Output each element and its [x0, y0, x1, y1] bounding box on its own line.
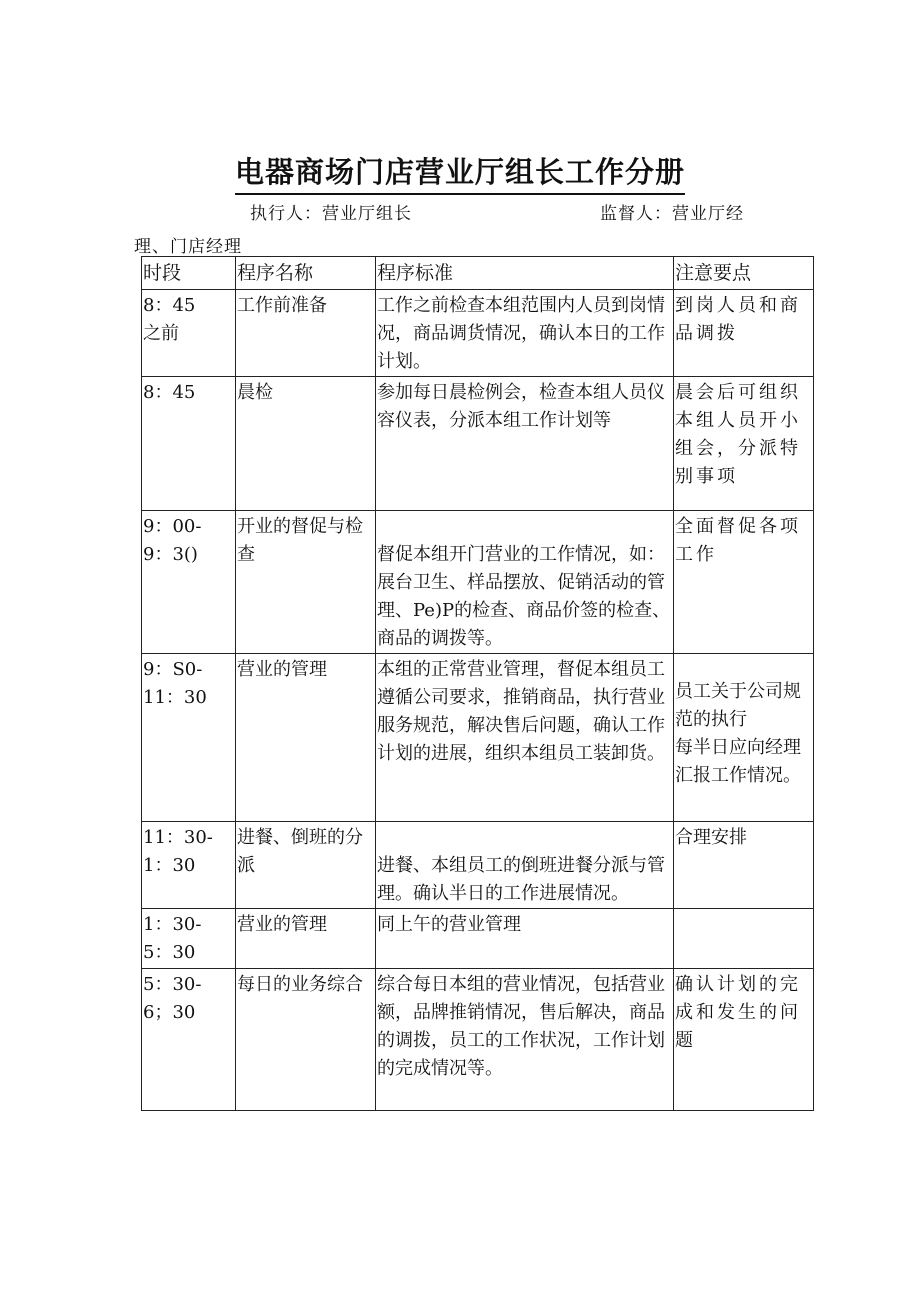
table-row: [142, 969, 814, 1111]
cell-procedure-standard: 参加每日晨检例会，检查本组人员仪容仪表，分派本组工作计划等: [376, 377, 674, 511]
cell-time: 1：30- 5：30: [142, 909, 236, 969]
table-row: [142, 909, 814, 969]
supervisor-line-continued: 理、门店经理: [134, 237, 242, 257]
header-procedure-name: 程序名称: [236, 257, 376, 290]
cell-time: 5：30- 6；30: [142, 969, 236, 1111]
cell-procedure-name: 晨检: [236, 377, 376, 511]
cell-procedure-name: 营业的管理: [236, 654, 376, 822]
table-row: [142, 290, 814, 377]
cell-time: 11：30- 1：30: [142, 822, 236, 909]
cell-notes: [674, 909, 814, 969]
cell-notes: 全面督促各项工作: [674, 511, 814, 654]
header-procedure-standard: 程序标准: [376, 257, 674, 290]
cell-time: 8：45: [142, 377, 236, 511]
cell-procedure-standard: 工作之前检查本组范围内人员到岗情况，商品调货情况，确认本日的工作计划。: [376, 290, 674, 377]
table-row: [142, 654, 814, 822]
cell-procedure-standard: 同上午的营业管理: [376, 909, 674, 969]
cell-time: 9：S0- 11：30: [142, 654, 236, 822]
table-row: [142, 377, 814, 511]
document-title: 电器商场门店营业厅组长工作分册: [0, 150, 920, 195]
cell-procedure-name: 工作前准备: [236, 290, 376, 377]
cell-procedure-standard: 综合每日本组的营业情况，包括营业额，品牌推销情况，售后解决，商品的调拨，员工的工作状况，工作计划的完成情况等。: [376, 969, 674, 1111]
cell-procedure-name: 进餐、倒班的分派: [236, 822, 376, 909]
cell-procedure-name: 每日的业务综合: [236, 969, 376, 1111]
cell-time: 9：00- 9：3(): [142, 511, 236, 654]
cell-procedure-name: 开业的督促与检查: [236, 511, 376, 654]
cell-notes: 确认计划的完成和发生的问题: [674, 969, 814, 1111]
table-row: [142, 822, 814, 909]
header-notes: 注意要点: [674, 257, 814, 290]
cell-procedure-standard: 进餐、本组员工的倒班进餐分派与管理。确认半日的工作进展情况。: [376, 822, 674, 909]
cell-notes: 到岗人员和商品调拨: [674, 290, 814, 377]
cell-procedure-standard: 督促本组开门营业的工作情况，如：展台卫生、样品摆放、促销活动的管理、Pe)P的检查、商品价签的检查、商品的调拨等。: [376, 511, 674, 654]
table-header-row: [142, 257, 814, 290]
cell-time: 8：45 之前: [142, 290, 236, 377]
supervisor-line: 监督人：营业厅经: [600, 204, 744, 224]
cell-procedure-name: 营业的管理: [236, 909, 376, 969]
duty-schedule-table: [141, 256, 814, 1111]
cell-procedure-standard: 本组的正常营业管理，督促本组员工遵循公司要求，推销商品，执行营业服务规范，解决售后问题，确认工作计划的进展，组织本组员工装卸货。: [376, 654, 674, 822]
cell-notes: 合理安排: [674, 822, 814, 909]
executor-line: 执行人：营业厅组长: [250, 204, 412, 224]
header-time: 时段: [142, 257, 236, 290]
cell-notes: 员工关于公司规范的执行 每半日应向经理汇报工作情况。: [674, 654, 814, 822]
table-row: [142, 511, 814, 654]
cell-notes: 晨会后可组织本组人员开小组会，分派特别事项: [674, 377, 814, 511]
